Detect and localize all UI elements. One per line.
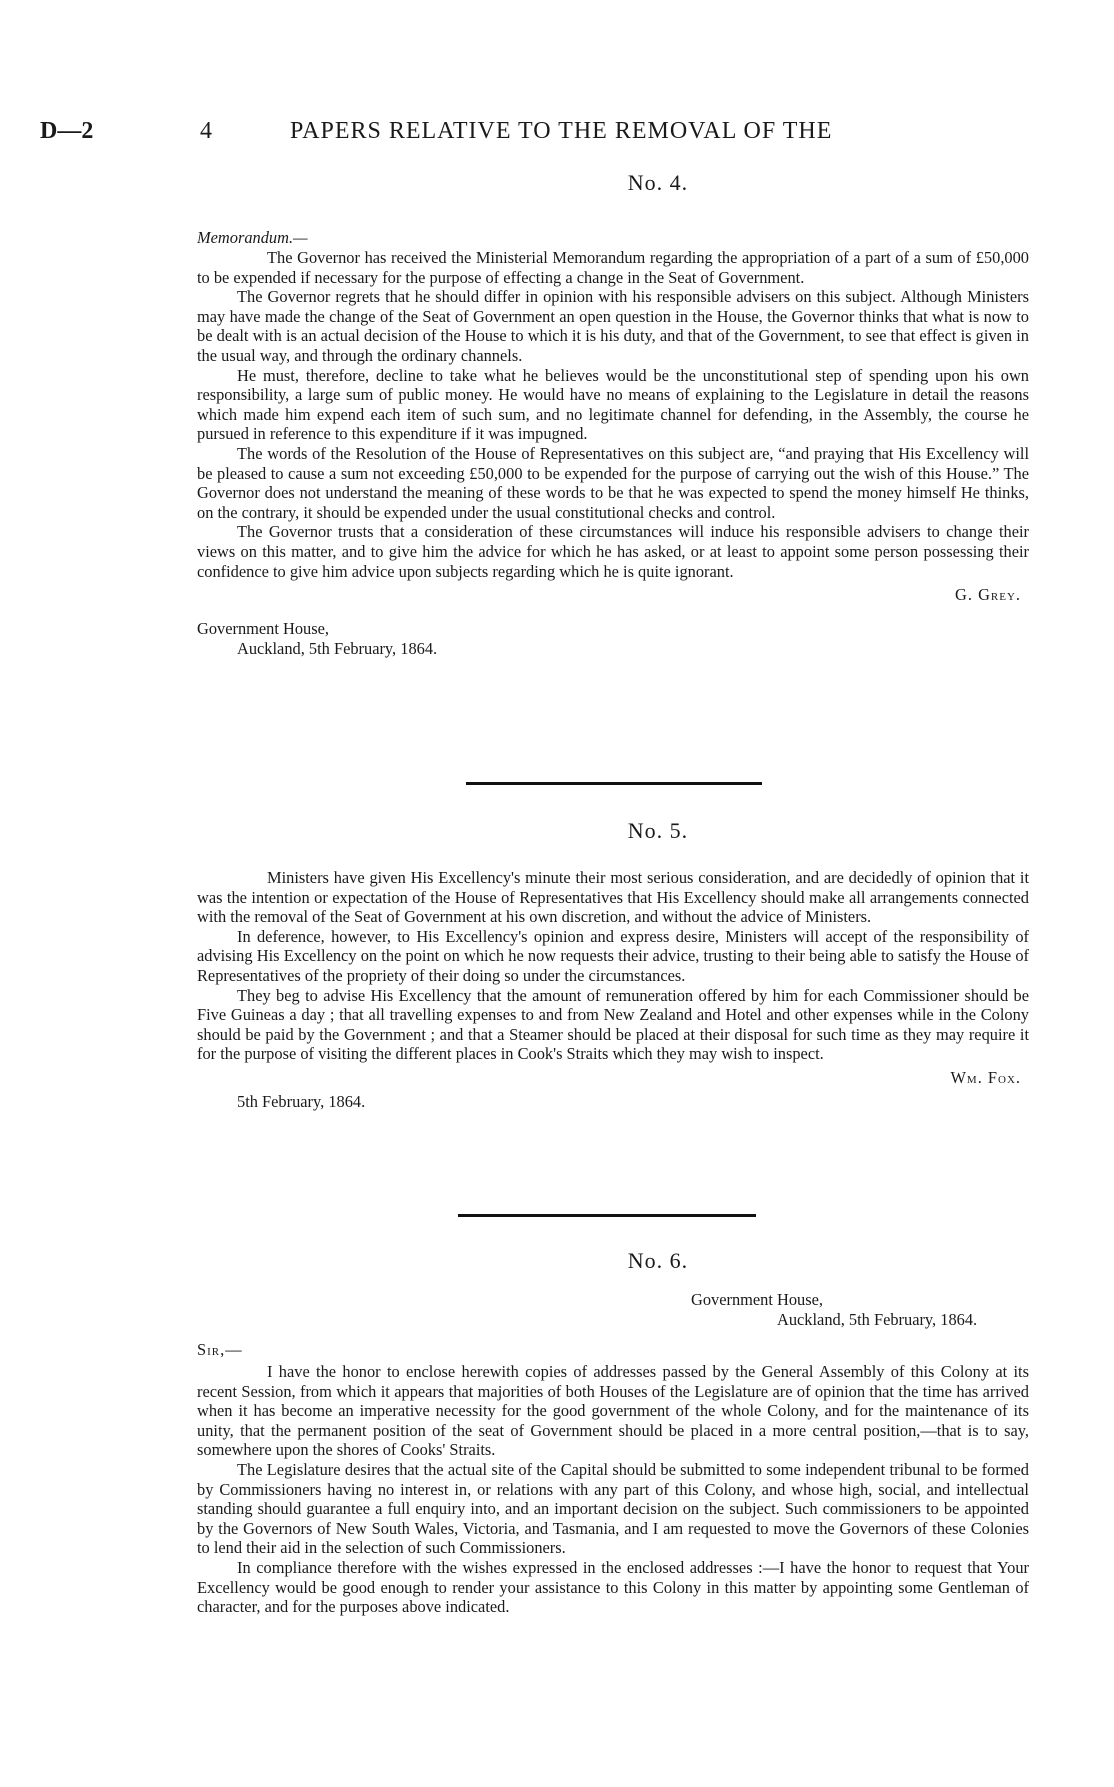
address-date-line: Auckland, 5th February, 1864.: [777, 1310, 978, 1329]
section-divider: [458, 1214, 756, 1217]
section-no6: [197, 1248, 1029, 1617]
paragraph: In deference, however, to His Excellency's opinion and express desire, Ministers will accept of the responsibility of advising His Excellency on the point on which he now requests their advice, trusting to their being able to satisfy the House of Representatives of the propriety of their doing so under the circumstances.: [197, 926, 1029, 985]
running-title: PAPERS RELATIVE TO THE REMOVAL OF THE: [290, 118, 833, 144]
memo-label: Memorandum.—: [197, 228, 308, 247]
place-line: Government House,: [197, 619, 330, 639]
paragraph: The Governor trusts that a consideration of these circumstances will induce his responsible advisers to change their views on this matter, and to give him the advice for which he has asked, or at least to appoint some person possessing their confidence to give him advice upon subjects regarding which he is quite ignorant.: [197, 522, 1029, 581]
section-divider: [466, 782, 762, 785]
date-line: 5th February, 1864.: [237, 1091, 366, 1111]
paragraph: The Governor regrets that he should differ in opinion with his responsible advisers on this subject. Although Ministers may have made the change of the Seat of Government an open question in the House, the Governor thinks that what is now to be dealt with is an actual decision of the House to which it is his duty, and that of the Government, to see that effect is given in the usual way, and through the ordinary channels.: [197, 287, 1029, 365]
paragraph: The Governor has received the Ministerial Memorandum regarding the appropriation of a part of a sum of £50,000 to be expended if necessary for the purpose of effecting a change in the Seat of Government.: [197, 248, 1029, 287]
paragraph: The Legislature desires that the actual site of the Capital should be submitted to some independent tribunal to be formed by Commissioners having no interest in, or relations with any part of this Colony, and whose high, social, and intellectual standing should guarantee a full enquiry into, and an important decision on the subject. Such commissioners to be appointed by the Governors of New South Wales, Victoria, and Tasmania, and I am requested to move the Governors of these Colonies to lend their aid in the selection of such Commissioners.: [197, 1459, 1029, 1558]
section-heading-no6: No. 6.: [627, 1248, 689, 1273]
salutation: Sir,—: [197, 1340, 243, 1359]
paragraph: He must, therefore, decline to take what he believes would be the unconstitutional step of spending upon his own responsibility, a large sum of public money. He would have no means of explaining to the Legislature in detail the reasons which made him expend each item of such sum, and no legitimate channel for defending, in the Assembly, the course he pursued in reference to this expenditure if it was impugned.: [197, 365, 1029, 444]
address-line: Government House,: [691, 1290, 824, 1309]
paragraph: In compliance therefore with the wishes expressed in the enclosed addresses :—I have the honor to request that Your Excellency would be good enough to render your assistance to this Colony in this matter by appointing some Gentleman of character, and for the purposes above indicated.: [197, 1557, 1029, 1617]
paragraph: I have the honor to enclose herewith copies of addresses passed by the General Assembly of this Colony at its recent Session, from which it appears that majorities of both Houses of the Legislature are of opinion that the time has arrived when it has become an imperative necessity for the good government of the whole Colony, and for the maintenance of its unity, that the permanent position of the seat of Government should be placed in a more central position,—that is to say, somewhere upon the shores of Cooks' Straits.: [197, 1362, 1029, 1460]
paragraph: The words of the Resolution of the House of Representatives on this subject are, “and praying that His Excellency will be pleased to cause a sum not exceeding £50,000 to be expended for the purpose of carrying out the wish of this House.” The Governor does not understand the meaning of these words to be that he was expected to spend the money himself He thinks, on the contrary, it should be expended under the usual constitutional checks and control.: [197, 443, 1029, 522]
document-reference: D—2: [40, 118, 94, 144]
place-date-line: Auckland, 5th February, 1864.: [237, 639, 438, 659]
signature-grey: G. Grey.: [955, 585, 1021, 605]
section-no5: [197, 818, 1029, 1112]
page-number: 4: [200, 118, 212, 144]
section-heading-no5: No. 5.: [627, 818, 689, 843]
section-heading-no4: No. 4.: [627, 170, 689, 195]
signature-fox: Wm. Fox.: [950, 1067, 1021, 1087]
page-header: [40, 118, 1060, 158]
section-no4: [197, 170, 1029, 659]
paragraph: Ministers have given His Excellency's minute their most serious consideration, and are decidedly of opinion that it was the intention or expectation of the House of Representatives that His Excellency should make all arrangements connected with the removal of the Seat of Government at his own discretion, and without the advice of Ministers.: [197, 868, 1029, 927]
paragraph: They beg to advise His Excellency that the amount of remuneration offered by him for each Commissioner should be Five Guineas a day ; that all travelling expenses to and from New Zealand and Hotel and other expenses while in the Colony should be paid by the Government ; and that a Steamer should be placed at their disposal for such time as they may require it for the purpose of visiting the different places in Cook's Straits which they may wish to inspect.: [197, 985, 1029, 1064]
